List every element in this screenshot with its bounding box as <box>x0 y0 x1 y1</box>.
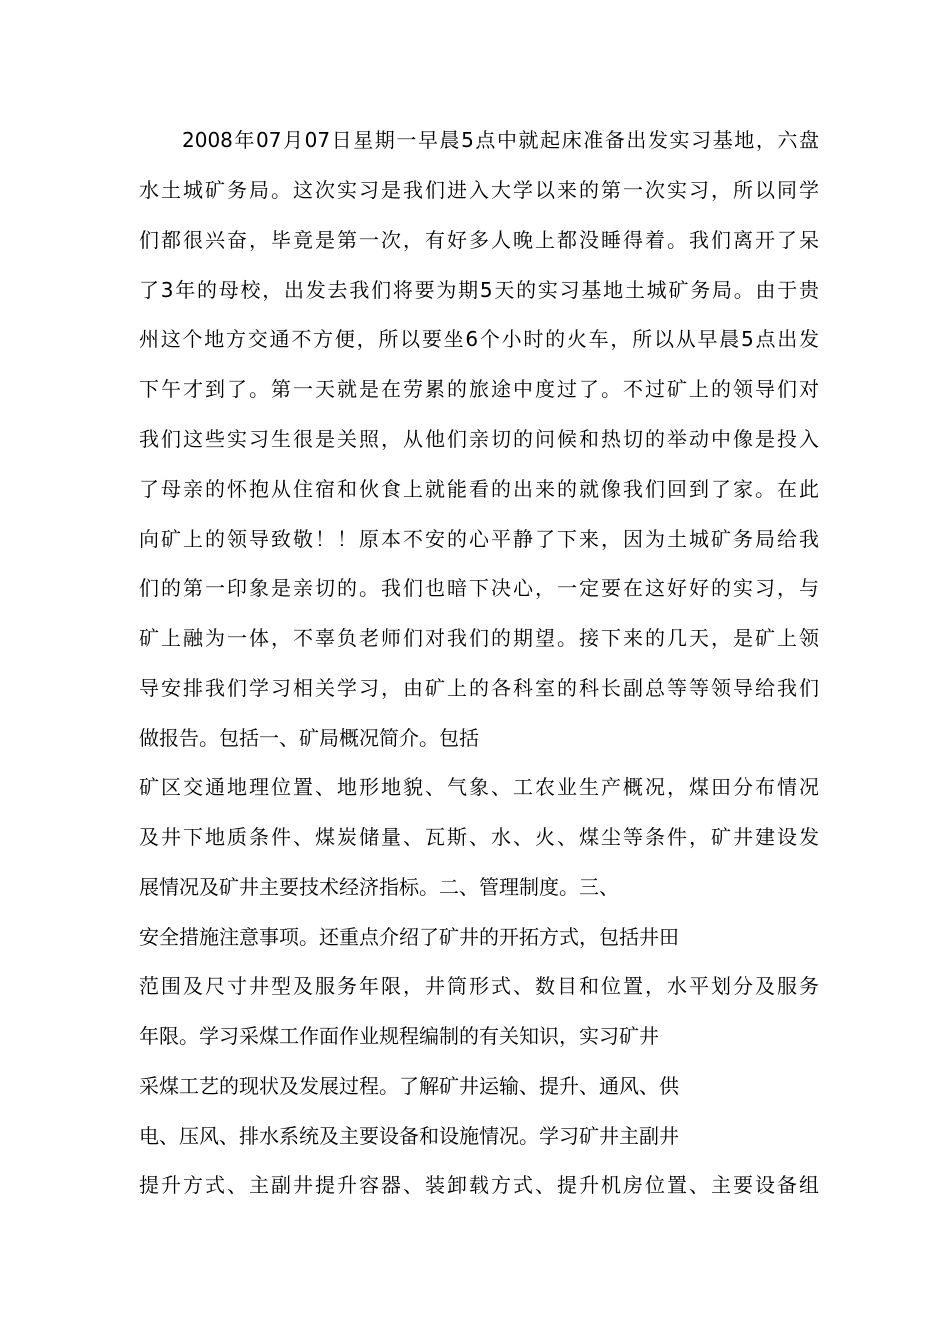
text-line-1: 2008年07月07日星期一早晨5点中就起床准备出发实习基地，六盘 <box>182 128 819 152</box>
text-line-14: 矿区交通地理位置、地形地貌、气象、工农业生产概况，煤田分布情况 <box>139 775 819 799</box>
text-line-2: 水土城矿务局。这次实习是我们进入大学以来的第一次实习，所以同学 <box>139 178 819 202</box>
text-line-12: 导安排我们学习相关学习，由矿上的各科室的科长副总等等领导给我们 <box>139 676 819 700</box>
text-line-19: 年限。学习采煤工作面作业规程编制的有关知识，实习矿井 <box>139 1024 659 1048</box>
text-line-5: 州这个地方交通不方便，所以要坐6个小时的火车，所以从早晨5点出发 <box>139 327 819 351</box>
text-line-6: 下午才到了。第一天就是在劳累的旅途中度过了。不过矿上的领导们对 <box>139 377 819 401</box>
text-line-16: 展情况及矿井主要技术经济指标。二、管理制度。三、 <box>139 875 619 899</box>
text-line-10: 们的第一印象是亲切的。我们也暗下决心，一定要在这好好的实习，与 <box>139 576 819 600</box>
text-line-8: 了母亲的怀抱从住宿和伙食上就能看的出来的就像我们回到了家。在此 <box>139 477 819 501</box>
text-line-21: 电、压风、排水系统及主要设备和设施情况。学习矿井主副井 <box>139 1124 679 1148</box>
text-line-3: 们都很兴奋，毕竟是第一次，有好多人晚上都没睡得着。我们离开了呆 <box>139 228 819 252</box>
text-line-4: 了3年的母校，出发去我们将要为期5天的实习基地土城矿务局。由于贵 <box>139 278 819 302</box>
text-line-15: 及井下地质条件、煤炭储量、瓦斯、水、火、煤尘等条件，矿井建设发 <box>139 825 819 849</box>
text-line-22: 提升方式、主副井提升容器、装卸载方式、提升机房位置、主要设备组 <box>139 1173 819 1197</box>
text-line-20: 采煤工艺的现状及发展过程。了解矿井运输、提升、通风、供 <box>139 1074 679 1098</box>
text-line-11: 矿上融为一体，不辜负老师们对我们的期望。接下来的几天，是矿上领 <box>139 626 819 650</box>
text-line-18: 范围及尺寸井型及服务年限，井筒形式、数目和位置，水平划分及服务 <box>139 974 819 998</box>
text-line-17: 安全措施注意事项。还重点介绍了矿井的开拓方式，包括井田 <box>139 925 679 949</box>
text-line-13: 做报告。包括一、矿局概况简介。包括 <box>139 726 479 750</box>
text-line-9: 向矿上的领导致敬！！原本不安的心平静了下来，因为土城矿务局给我 <box>139 527 819 551</box>
text-line-7: 我们这些实习生很是关照，从他们亲切的问候和热切的举动中像是投入 <box>139 427 819 451</box>
